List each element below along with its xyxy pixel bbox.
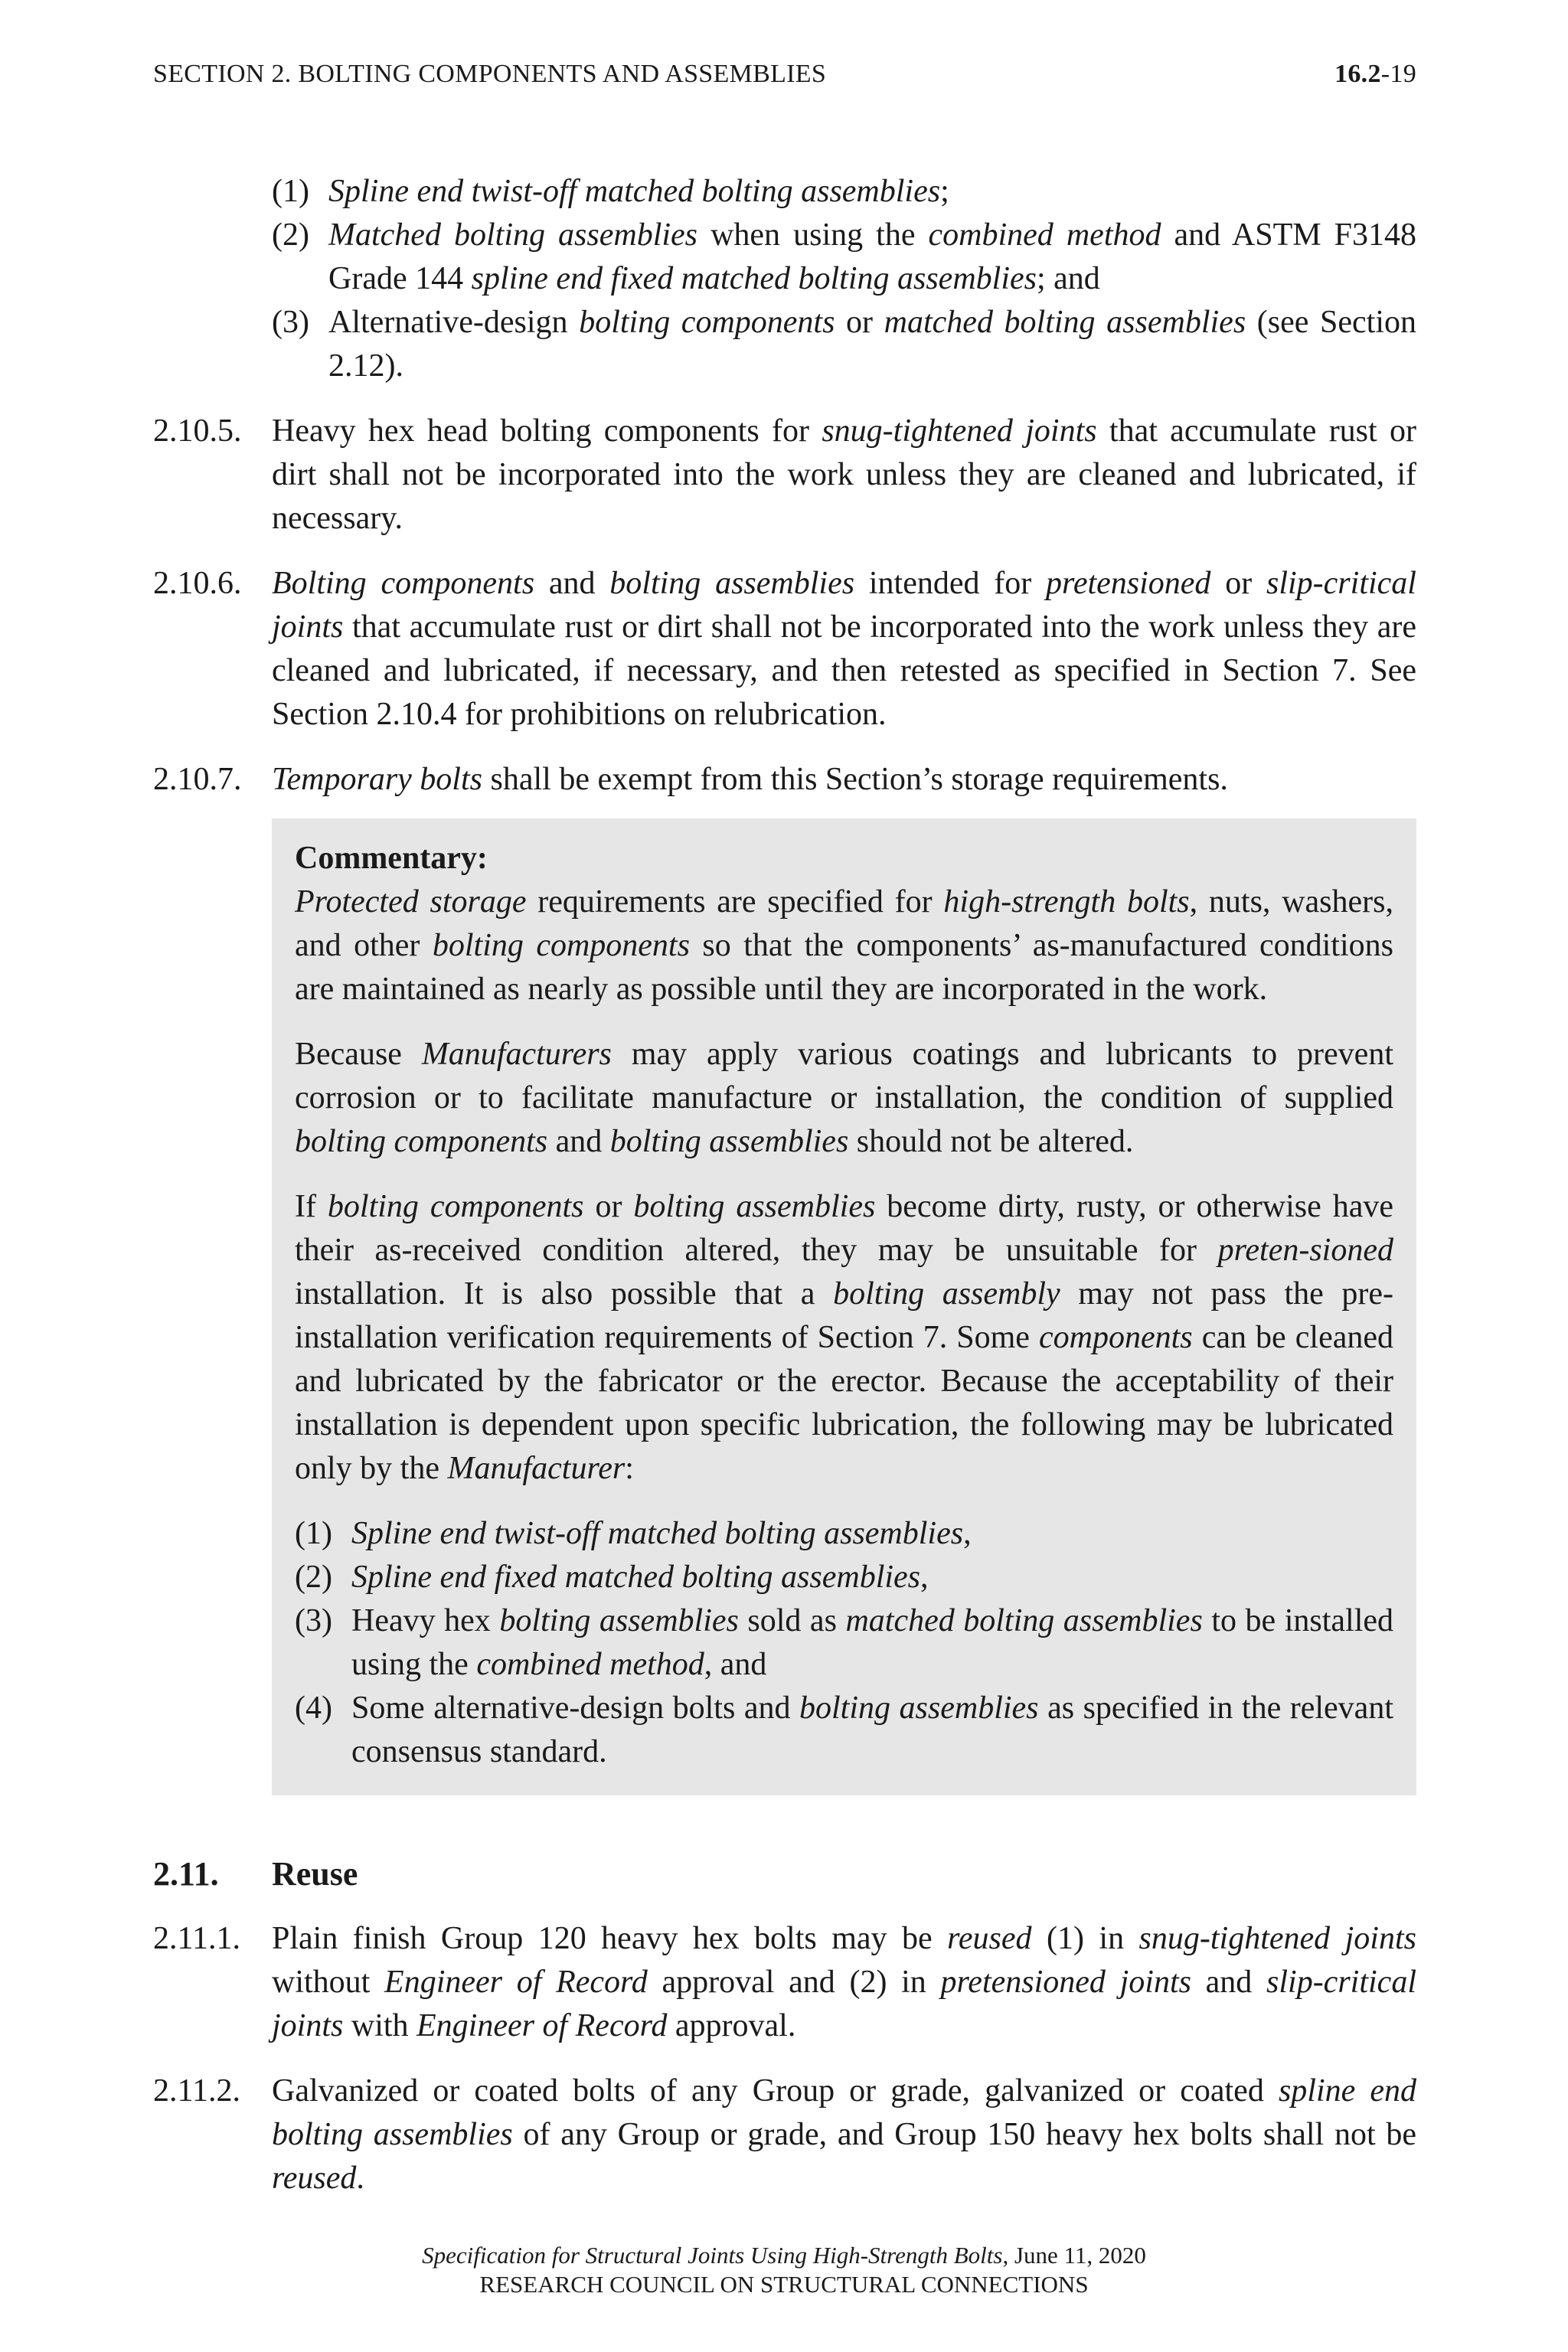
commentary-heading: Commentary: [295, 841, 488, 876]
text-run: installation. It is also possible that a [295, 1276, 834, 1312]
text-run: , [963, 1516, 972, 1551]
text-run: Some alternative-design bolts and [351, 1690, 799, 1726]
italic-term: bolting components [579, 305, 835, 340]
italic-term: bolting assembly [833, 1276, 1060, 1312]
section-heading [153, 1852, 1416, 1896]
text-run: requirements are specified for [526, 884, 944, 920]
clause-2-10-7 [153, 758, 1416, 802]
text-run: ; and [1036, 261, 1100, 296]
clause-number: 2.10.7. [153, 762, 242, 797]
text-run: and [534, 566, 610, 601]
text-run: , and [704, 1647, 767, 1682]
list-item-number: (2) [295, 1560, 332, 1595]
text-run: (1) in [1031, 1921, 1139, 1956]
list-item-number: (3) [295, 1603, 332, 1638]
text-run: should not be altered. [848, 1124, 1134, 1159]
clause-text [272, 562, 1416, 737]
text-run: , [920, 1560, 929, 1595]
clause-number: 2.11.1. [153, 1921, 240, 1956]
section-number: 2.11. [153, 1855, 219, 1893]
italic-term: bolting components [432, 928, 690, 963]
clause-number: 2.11.2. [153, 2073, 240, 2109]
running-header [153, 60, 1416, 95]
text-run: without [272, 1965, 385, 2000]
footer-organization: RESEARCH COUNCIL ON STRUCTURAL CONNECTIONS [479, 2271, 1089, 2298]
list-item-text [351, 1512, 1393, 1556]
italic-term: Manufacturers [421, 1037, 612, 1072]
italic-term: preten-sioned [1217, 1233, 1393, 1268]
text-run: Alternative-design [328, 305, 580, 340]
commentary-paragraph [295, 1033, 1393, 1164]
italic-term: Engineer of Record [384, 1965, 648, 2000]
section-title: SECTION 2. BOLTING COMPONENTS AND ASSEMBLIES [153, 60, 827, 88]
text-run: and [547, 1124, 610, 1159]
footer-date: , June 11, 2020 [1002, 2242, 1146, 2269]
italic-term: Spline end fixed matched bolting assemblies [351, 1560, 921, 1595]
text-run: (see Section 2.12). [328, 305, 1416, 384]
list-item [272, 214, 1416, 301]
text-run: Heavy hex [351, 1603, 500, 1638]
text-run: Galvanized or coated bolts of any Group or grade, galvanized or coated [272, 2073, 1279, 2109]
text-run: : [625, 1451, 634, 1486]
text-run: sold as [738, 1603, 846, 1638]
italic-term: Spline end twist-off matched bolting assemblies [351, 1516, 964, 1551]
text-run: and ASTM F3148 Grade 144 [328, 217, 1417, 296]
text-run: when using the [697, 217, 929, 253]
italic-term: combined method [476, 1647, 704, 1682]
item-list-top [272, 170, 1416, 388]
text-run: Because [295, 1037, 422, 1072]
clause-number: 2.10.6. [153, 566, 242, 601]
footer-citation [0, 2241, 1568, 2270]
italic-term: components [1039, 1320, 1193, 1355]
document-body [153, 170, 1416, 2200]
text-run: or [835, 305, 884, 340]
italic-term: Temporary bolts [272, 762, 482, 797]
italic-term: bolting components [327, 1189, 584, 1224]
italic-term: spline end bolting assemblies [272, 2073, 1417, 2152]
page-number-bold: 16.2 [1334, 60, 1381, 88]
italic-term: bolting components [295, 1124, 548, 1159]
text-run: to be installed using the [351, 1603, 1394, 1682]
text-run: may apply various coatings and lubricants to prevent corrosion or to facilitate manufacture or installation, the condition of supplied [295, 1037, 1393, 1116]
clause-2-10-6 [153, 562, 1416, 737]
text-run: shall be exempt from this Section’s storage requirements. [482, 762, 1228, 797]
text-run: may not pass the pre-installation verification requirements of Section 7. Some [295, 1276, 1393, 1355]
list-item [295, 1599, 1393, 1687]
clause-text [272, 2069, 1416, 2200]
clause-text [272, 410, 1416, 541]
text-run: with [343, 2008, 417, 2043]
italic-term: combined method [928, 217, 1161, 253]
clause-number: 2.10.5. [153, 413, 242, 449]
clause-text [272, 1917, 1416, 2048]
list-item-text [328, 301, 1416, 388]
italic-term: Engineer of Record [416, 2008, 668, 2043]
text-run: become dirty, rusty, or otherwise have their as-received condition altered, they may be unsuitable for [295, 1189, 1393, 1268]
text-run: Plain finish Group 120 heavy hex bolts may be [272, 1921, 948, 1956]
italic-term: matched bolting assemblies [845, 1603, 1203, 1638]
text-run: and [1191, 1965, 1267, 2000]
italic-term: Protected storage [295, 884, 527, 920]
italic-term: matched bolting assemblies [884, 305, 1246, 340]
text-run: ; [940, 174, 949, 209]
text-run: can be cleaned and lubricated by the fabricator or the erector. Because the acceptability of their installation is dependent upon specific lubrication, the following may be lubricated only by the [295, 1320, 1393, 1486]
italic-term: bolting assemblies [633, 1189, 876, 1224]
page-footer [0, 2241, 1568, 2299]
italic-term: slip-critical joints [272, 566, 1416, 645]
italic-term: high-strength bolts [943, 884, 1190, 920]
list-item-text [328, 170, 1416, 214]
italic-term: Manufacturer [447, 1451, 626, 1486]
italic-term: pretensioned joints [940, 1965, 1191, 2000]
text-run: that accumulate rust or dirt shall not be incorporated into the work unless they are cleaned and lubricated, if necessary. [272, 413, 1416, 536]
commentary-box [272, 818, 1416, 1795]
text-run: approval and (2) in [647, 1965, 941, 2000]
italic-term: Matched bolting assemblies [328, 217, 698, 253]
italic-term: reused [947, 1921, 1032, 1956]
italic-term: bolting assemblies [609, 1124, 849, 1159]
italic-term: bolting assemblies [609, 566, 855, 601]
italic-term: spline end fixed matched bolting assemblies [471, 261, 1037, 296]
text-run: , nuts, washers, and other [295, 884, 1393, 963]
list-item [295, 1556, 1393, 1599]
text-run: intended for [854, 566, 1047, 601]
list-item [272, 170, 1416, 214]
list-item-number: (1) [295, 1516, 332, 1551]
footer-spec-title: Specification for Structural Joints Using High-Strength Bolts [422, 2242, 1003, 2269]
text-run: If [295, 1189, 328, 1224]
text-run: or [583, 1189, 634, 1224]
list-item-text [351, 1556, 1393, 1599]
text-run: as specified in the relevant consensus standard. [351, 1690, 1393, 1769]
list-item [272, 301, 1416, 388]
text-run: of any Group or grade, and Group 150 heavy hex bolts shall not be [512, 2117, 1416, 2152]
italic-term: snug-tightened joints [1138, 1921, 1416, 1956]
text-run: . [356, 2161, 364, 2196]
clause-2-10-5 [153, 410, 1416, 541]
italic-term: Spline end twist-off matched bolting assemblies [328, 174, 941, 209]
italic-term: reused [272, 2161, 357, 2196]
list-item-number: (1) [272, 174, 309, 209]
text-run: so that the components’ as-manufactured conditions are maintained as nearly as possible until they are incorporated in the work. [295, 928, 1393, 1007]
italic-term: pretensioned [1046, 566, 1211, 601]
commentary-paragraph [295, 1185, 1393, 1491]
list-item-text [351, 1687, 1393, 1774]
page-number [1334, 60, 1416, 89]
list-item-number: (3) [272, 305, 309, 340]
list-item-number: (2) [272, 217, 309, 253]
page-number-rest: -19 [1380, 60, 1416, 88]
commentary-paragraph [295, 880, 1393, 1011]
italic-term: Bolting components [272, 566, 535, 601]
text-run: Heavy hex head bolting components for [272, 413, 822, 449]
list-item-number: (4) [295, 1690, 332, 1726]
list-item-text [351, 1599, 1393, 1687]
italic-term: bolting assemblies [499, 1603, 739, 1638]
list-item-text [328, 214, 1416, 301]
italic-term: snug-tightened joints [822, 413, 1097, 449]
text-run: that accumulate rust or dirt shall not be incorporated into the work unless they are cleaned and lubricated, if necessary, and then retested as specified in Section 7. See Section 2.10.4 for prohibitions on relubrication. [272, 609, 1416, 732]
italic-term: slip-critical joints [272, 1965, 1416, 2043]
commentary-list [295, 1512, 1393, 1774]
text-run: approval. [667, 2008, 796, 2043]
list-item [295, 1512, 1393, 1556]
text-run: or [1210, 566, 1266, 601]
clause-2-11-2 [153, 2069, 1416, 2200]
clause-text [272, 758, 1416, 802]
section-title-text: Reuse [272, 1855, 358, 1893]
clause-2-11-1 [153, 1917, 1416, 2048]
list-item [295, 1687, 1393, 1774]
italic-term: bolting assemblies [799, 1690, 1039, 1726]
